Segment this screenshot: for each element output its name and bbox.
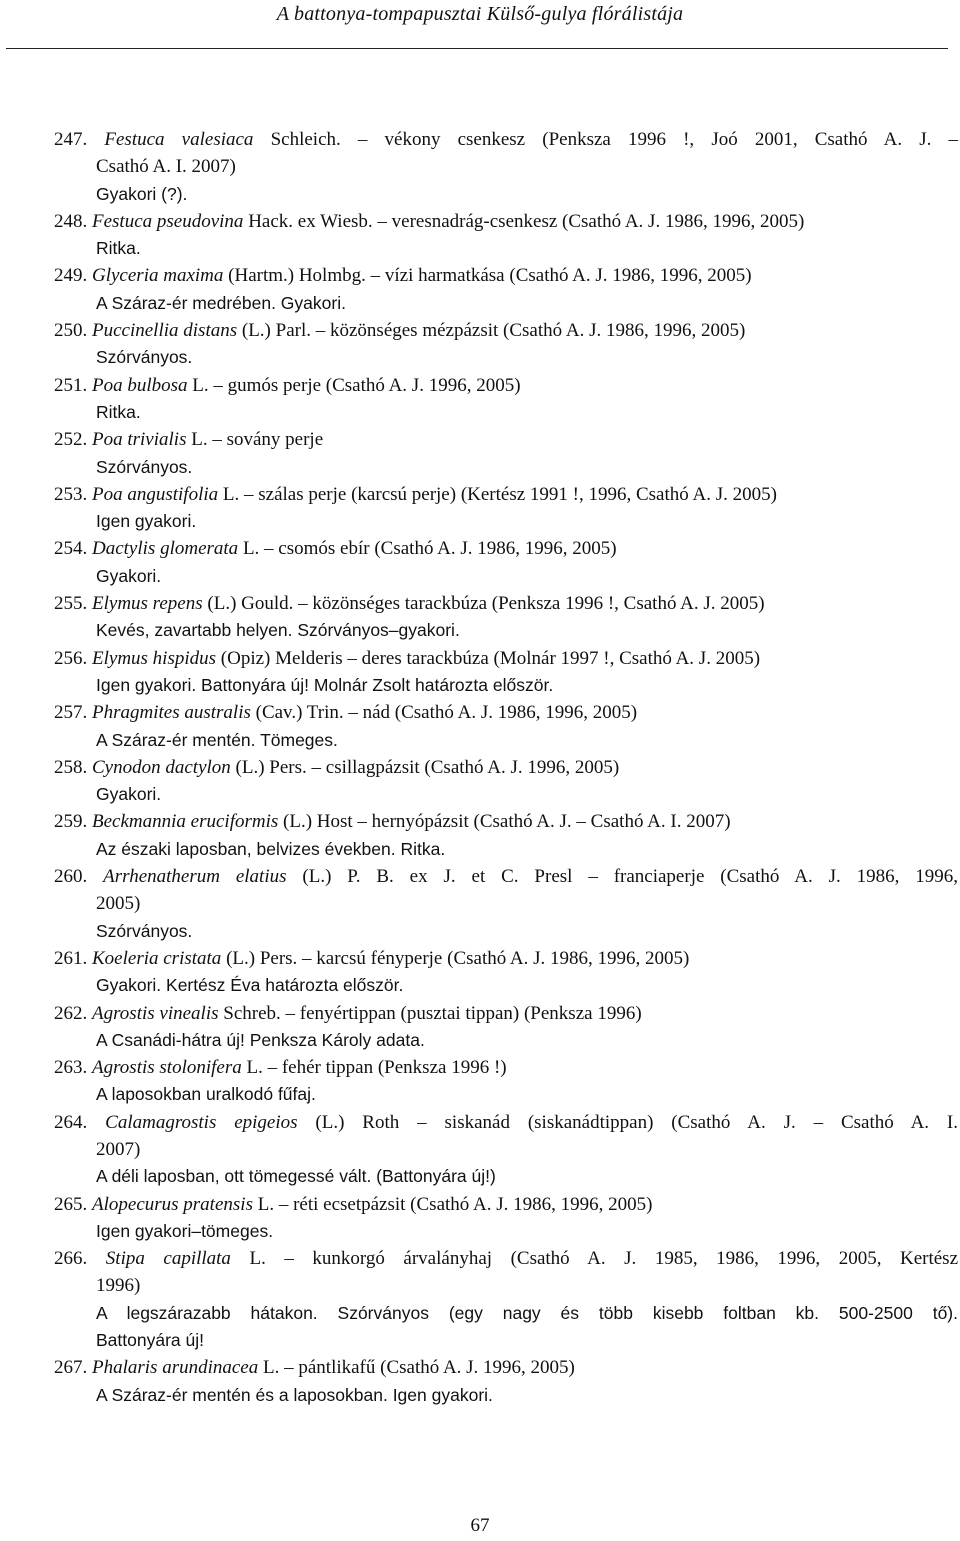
species-entry — [54, 535, 958, 590]
species-note — [54, 508, 958, 535]
entry-text: Gyakori (?). — [96, 183, 188, 204]
species-note — [54, 290, 958, 317]
species-heading — [54, 1245, 958, 1272]
species-entry — [54, 808, 958, 863]
species-note — [54, 1136, 958, 1163]
entry-text: (L.) Roth – siskanád (siskanádtippan) (Csathó A. J. – Csathó A. I. — [297, 1111, 958, 1133]
entry-text: L. – gumós perje (Csathó A. J. 1996, 2005) — [187, 374, 521, 396]
entry-text: Hack. ex Wiesb. – veresnadrág-csenkesz (Csathó A. J. 1986, 1996, 2005) — [243, 210, 805, 232]
entry-text: L. – réti ecsetpázsit (Csathó A. J. 1986, 1996, 2005) — [252, 1193, 653, 1215]
entry-text: (Hartm.) Holmbg. – vízi harmatkása (Csathó A. J. 1986, 1996, 2005) — [223, 265, 752, 287]
species-note — [54, 836, 958, 863]
entry-text: 266. — [54, 1248, 106, 1270]
entry-text: A Száraz-ér medrében. Gyakori. — [96, 292, 346, 313]
entry-text: Schreb. – fenyértippan (pusztai tippan) (Penksza 1996) — [218, 1002, 642, 1024]
scientific-name: Alopecurus pratensis — [92, 1193, 253, 1215]
entry-text: A legszárazabb hátakon. Szórványos (egy nagy és több kisebb foltban kb. 500-2500 tő). — [96, 1302, 958, 1323]
scientific-name: Festuca valesiaca — [104, 129, 254, 150]
entry-text: A Száraz-ér mentén és a laposokban. Igen gyakori. — [96, 1384, 493, 1405]
species-entry — [54, 372, 958, 427]
entry-text: 249. — [54, 265, 92, 287]
entry-text: (L.) Parl. – közönséges mézpázsit (Csathó A. J. 1986, 1996, 2005) — [237, 320, 746, 342]
entry-text: 1996) — [96, 1275, 141, 1297]
scientific-name: Dactylis glomerata — [92, 538, 239, 560]
species-note — [54, 672, 958, 699]
species-entry — [54, 426, 958, 481]
species-heading — [54, 1054, 958, 1081]
entry-text: L. – fehér tippan (Penksza 1996 !) — [241, 1057, 507, 1079]
entry-text: A Száraz-ér mentén. Tömeges. — [96, 729, 338, 750]
entry-text: A laposokban uralkodó fűfaj. — [96, 1084, 316, 1105]
species-heading — [54, 1000, 958, 1027]
species-entry — [54, 481, 958, 536]
entry-text: 257. — [54, 702, 92, 724]
scientific-name: Glyceria maxima — [92, 265, 224, 287]
scientific-name: Cynodon dactylon — [92, 756, 231, 778]
species-heading — [54, 535, 958, 562]
species-note — [54, 563, 958, 590]
species-entry — [54, 1054, 958, 1109]
running-title: A battonya-tompapusztai Külső-gulya flórálistája — [276, 3, 684, 25]
entry-text: Gyakori. — [96, 565, 162, 586]
species-entry — [54, 645, 958, 700]
species-heading — [54, 426, 958, 453]
species-entry — [54, 1000, 958, 1055]
entry-text: 251. — [54, 374, 92, 396]
entry-text: L. – kunkorgó árvalányhaj (Csathó A. J. 1985, 1986, 1996, 2005, Kertész — [230, 1248, 959, 1270]
entry-text: Igen gyakori–tömeges. — [96, 1220, 274, 1241]
species-entry — [54, 1109, 958, 1191]
species-entry — [54, 126, 958, 208]
entry-text: Csathó A. I. 2007) — [96, 156, 236, 178]
entry-text: 258. — [54, 756, 92, 778]
species-note — [54, 972, 958, 999]
species-note — [54, 617, 958, 644]
entry-text: (L.) Gould. – közönséges tarackbúza (Penksza 1996 !, Csathó A. J. 2005) — [202, 593, 765, 615]
species-note — [54, 1027, 958, 1054]
species-heading — [54, 1354, 958, 1381]
species-heading — [54, 863, 958, 890]
scientific-name: Elymus repens — [92, 593, 203, 615]
scientific-name: Phalaris arundinacea — [92, 1357, 259, 1379]
entry-text: 256. — [54, 647, 92, 669]
entry-text: 254. — [54, 538, 92, 560]
species-note — [54, 1327, 958, 1354]
entry-text: (Cav.) Trin. – nád (Csathó A. J. 1986, 1996, 2005) — [250, 702, 638, 724]
entry-text: L. – szálas perje (karcsú perje) (Kertész 1991 !, 1996, Csathó A. J. 2005) — [218, 483, 777, 505]
species-heading — [54, 317, 958, 344]
page-header — [0, 0, 960, 50]
entry-text: Schleich. – vékony csenkesz (Penksza 1996 !, Joó 2001, Csathó A. J. – — [253, 129, 958, 150]
entry-text: (L.) P. B. ex J. et C. Presl – franciaperje (Csathó A. J. 1986, 1996, — [286, 866, 958, 888]
species-heading — [54, 481, 958, 508]
scientific-name: Arrhenatherum elatius — [103, 866, 287, 888]
scientific-name: Poa bulbosa — [92, 374, 188, 396]
species-entry — [54, 1354, 958, 1409]
entry-text: L. – pántlikafű (Csathó A. J. 1996, 2005) — [258, 1357, 575, 1379]
entry-text: (L.) Pers. – csillagpázsit (Csathó A. J. 1996, 2005) — [230, 756, 620, 778]
species-note — [54, 1382, 958, 1409]
entry-text: 250. — [54, 320, 92, 342]
scientific-name: Agrostis stolonifera — [92, 1057, 242, 1079]
entry-text: 252. — [54, 429, 92, 451]
species-note — [54, 153, 958, 180]
species-heading — [54, 208, 958, 235]
entry-text: 260. — [54, 866, 104, 888]
entry-text: (Opiz) Melderis – deres tarackbúza (Molnár 1997 !, Csathó A. J. 2005) — [216, 647, 761, 669]
species-note — [54, 1218, 958, 1245]
species-entry — [54, 1245, 958, 1354]
entry-text: Gyakori. Kertész Éva határozta először. — [96, 975, 404, 996]
species-list — [54, 126, 958, 1409]
scientific-name: Festuca pseudovina — [92, 210, 244, 232]
scientific-name: Koeleria cristata — [92, 947, 222, 969]
entry-text: 248. — [54, 210, 92, 232]
entry-text: 247. — [54, 129, 105, 150]
entry-text: 2007) — [96, 1138, 141, 1160]
scientific-name: Elymus hispidus — [92, 647, 217, 669]
species-note — [54, 781, 958, 808]
entry-text: (L.) Host – hernyópázsit (Csathó A. J. – Csathó A. I. 2007) — [278, 811, 731, 833]
entry-text: 267. — [54, 1357, 92, 1379]
scientific-name: Calamagrostis epigeios — [105, 1111, 298, 1133]
scientific-name: Puccinellia distans — [92, 320, 238, 342]
species-note — [54, 1300, 958, 1327]
entry-text: 265. — [54, 1193, 92, 1215]
scientific-name: Poa angustifolia — [92, 483, 219, 505]
species-heading — [54, 126, 958, 153]
entry-text: Battonyára új! — [96, 1330, 204, 1351]
entry-text: (L.) Pers. – karcsú fényperje (Csathó A. J. 1986, 1996, 2005) — [221, 947, 690, 969]
species-entry — [54, 208, 958, 263]
entry-text: Kevés, zavartabb helyen. Szórványos–gyakori. — [96, 620, 460, 641]
species-heading — [54, 645, 958, 672]
species-heading — [54, 1109, 958, 1136]
header-rule — [6, 48, 948, 49]
entry-text: Igen gyakori. — [96, 511, 197, 532]
species-heading — [54, 945, 958, 972]
scientific-name: Agrostis vinealis — [92, 1002, 219, 1024]
species-note — [54, 399, 958, 426]
entry-text: Szórványos. — [96, 456, 193, 477]
scientific-name: Phragmites australis — [92, 702, 251, 724]
species-heading — [54, 699, 958, 726]
entry-text: A Csanádi-hátra új! Penksza Károly adata. — [96, 1029, 425, 1050]
species-entry — [54, 1191, 958, 1246]
species-heading — [54, 754, 958, 781]
entry-text: 263. — [54, 1057, 92, 1079]
scientific-name: Stipa capillata — [105, 1248, 231, 1270]
entry-text: Igen gyakori. Battonyára új! Molnár Zsolt határozta először. — [96, 674, 554, 695]
species-entry — [54, 754, 958, 809]
species-entry — [54, 945, 958, 1000]
species-entry — [54, 317, 958, 372]
entry-text: 253. — [54, 483, 92, 505]
scientific-name: Poa trivialis — [92, 429, 187, 451]
species-heading — [54, 808, 958, 835]
species-entry — [54, 590, 958, 645]
entry-text: 264. — [54, 1111, 106, 1133]
species-note — [54, 1081, 958, 1108]
species-heading — [54, 1191, 958, 1218]
page-number: 67 — [470, 1515, 490, 1536]
species-entry — [54, 699, 958, 754]
species-note — [54, 1163, 958, 1190]
entry-text: Ritka. — [96, 401, 141, 422]
species-note — [54, 727, 958, 754]
entry-text: Ritka. — [96, 238, 141, 259]
species-note — [54, 181, 958, 208]
entry-text: L. – sovány perje — [186, 429, 324, 451]
entry-text: 259. — [54, 811, 92, 833]
scientific-name: Beckmannia eruciformis — [92, 811, 279, 833]
entry-text: 262. — [54, 1002, 92, 1024]
entry-text: L. – csomós ebír (Csathó A. J. 1986, 1996, 2005) — [238, 538, 617, 560]
entry-text: 261. — [54, 947, 92, 969]
species-heading — [54, 262, 958, 289]
species-entry — [54, 863, 958, 945]
entry-text: 2005) — [96, 893, 141, 915]
species-note — [54, 454, 958, 481]
entry-text: Gyakori. — [96, 784, 162, 805]
species-heading — [54, 372, 958, 399]
species-note — [54, 890, 958, 917]
entry-text: Az északi laposban, belvizes években. Ritka. — [96, 838, 446, 859]
entry-text: A déli laposban, ott tömegessé vált. (Battonyára új!) — [96, 1166, 496, 1187]
species-note — [54, 1272, 958, 1299]
species-note — [54, 344, 958, 371]
species-heading — [54, 590, 958, 617]
species-note — [54, 235, 958, 262]
species-note — [54, 918, 958, 945]
entry-text: Szórványos. — [96, 920, 193, 941]
entry-text: Szórványos. — [96, 347, 193, 368]
species-entry — [54, 262, 958, 317]
entry-text: 255. — [54, 593, 92, 615]
